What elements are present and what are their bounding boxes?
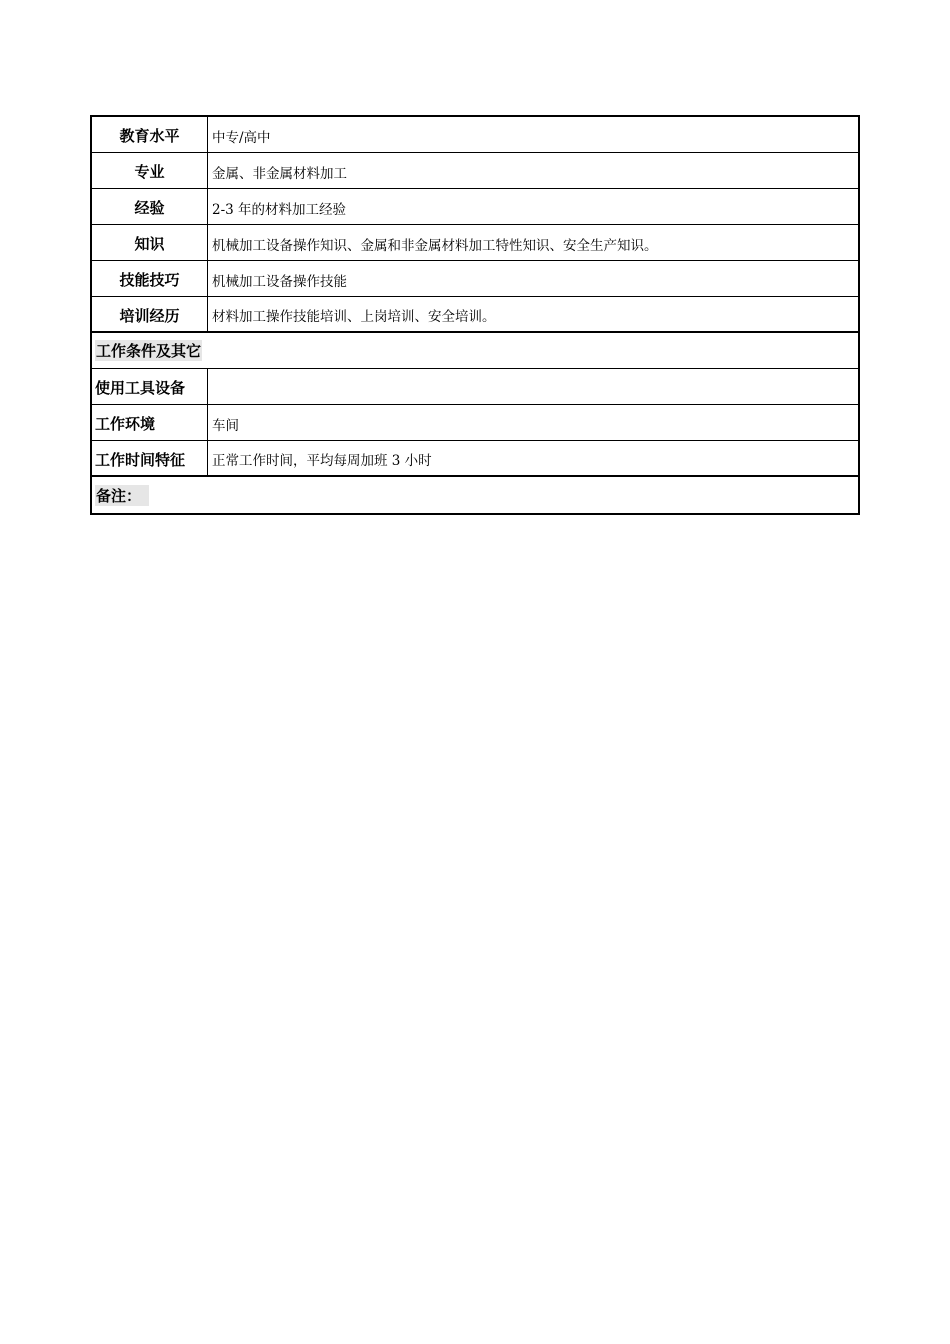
row-value-skills: 机械加工设备操作技能	[212, 273, 347, 290]
row-value-work-hours: 正常工作时间，平均每周加班 3 小时	[212, 453, 432, 469]
row-value-experience: 2-3 年的材料加工经验	[212, 201, 347, 218]
row-value-education: 中专/高中	[212, 129, 271, 146]
row-label-training: 培训经历	[92, 297, 208, 331]
row-label-knowledge: 知识	[92, 225, 208, 260]
row-label-major: 专业	[92, 153, 208, 188]
row-label-experience: 经验	[92, 189, 208, 224]
section-title: 工作条件及其它	[96, 342, 202, 360]
table-row	[92, 405, 858, 441]
row-label-skills: 技能技巧	[92, 261, 208, 296]
table-row	[92, 117, 858, 153]
row-value-training: 材料加工操作技能培训、上岗培训、安全培训。	[212, 309, 496, 325]
notes-label: 备注：	[95, 485, 149, 506]
table-row	[92, 297, 858, 333]
table-row	[92, 189, 858, 225]
row-label-work-hours: 工作时间特征	[92, 441, 208, 475]
row-value-tools	[208, 369, 858, 404]
table-row	[92, 225, 858, 261]
job-requirements-table	[90, 115, 860, 515]
row-label-environment: 工作环境	[92, 405, 208, 440]
table-row	[92, 153, 858, 189]
notes-row	[92, 477, 858, 513]
row-label-education: 教育水平	[92, 117, 208, 152]
section-header-conditions	[92, 333, 858, 369]
row-label-tools: 使用工具设备	[92, 369, 208, 404]
row-value-knowledge: 机械加工设备操作知识、金属和非金属材料加工特性知识、安全生产知识。	[212, 237, 658, 254]
row-value-environment: 车间	[212, 417, 239, 434]
row-value-major: 金属、非金属材料加工	[212, 165, 347, 182]
table-row	[92, 441, 858, 477]
table-row	[92, 261, 858, 297]
table-row	[92, 369, 858, 405]
